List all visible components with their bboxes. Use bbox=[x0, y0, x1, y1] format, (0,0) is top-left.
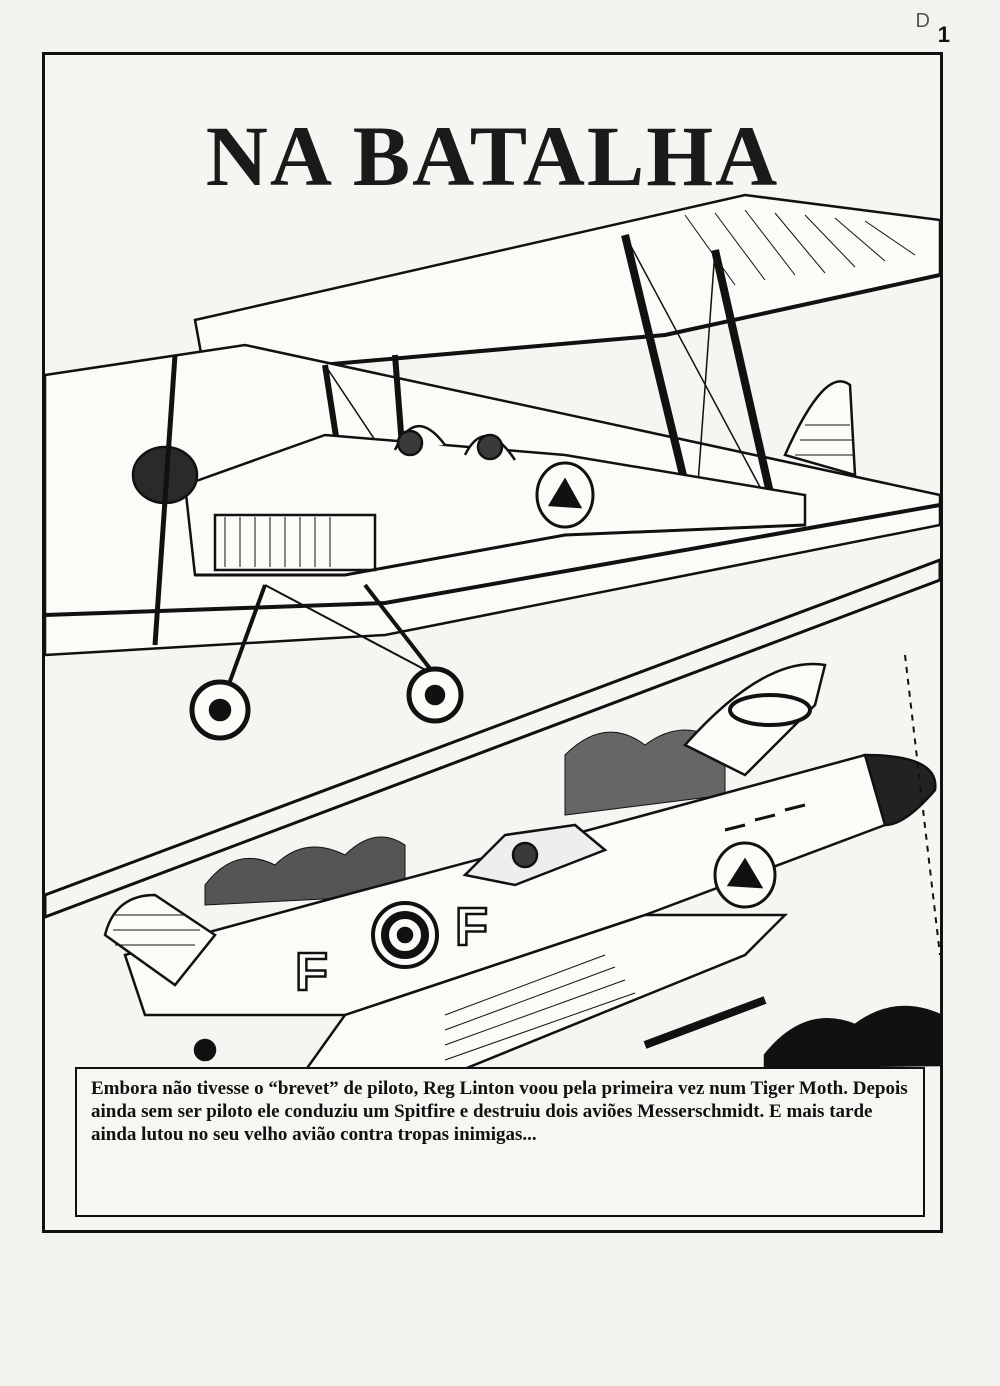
comic-frame bbox=[42, 52, 943, 1233]
comic-artwork bbox=[45, 55, 940, 1230]
story-title: NA BATALHA bbox=[205, 108, 780, 204]
caption-box bbox=[75, 1067, 925, 1217]
caption-text: Embora não tivesse o “brevet” de piloto, Reg Linton voou pela primeira vez num Tiger Moth. Depois ainda sem ser piloto ele conduziu um Spitfire e destruiu dois aviões Messerschmidt. E mais tarde ainda lutou no seu velho avião contra tropas inimigas... bbox=[91, 1078, 908, 1146]
biplane-illustration bbox=[45, 195, 940, 738]
page-number: 1 bbox=[937, 22, 950, 47]
fighter-code-letter-2: F bbox=[455, 897, 488, 957]
fighter-code-letter-1: F bbox=[295, 942, 328, 1002]
corner-mark: D bbox=[915, 10, 930, 32]
